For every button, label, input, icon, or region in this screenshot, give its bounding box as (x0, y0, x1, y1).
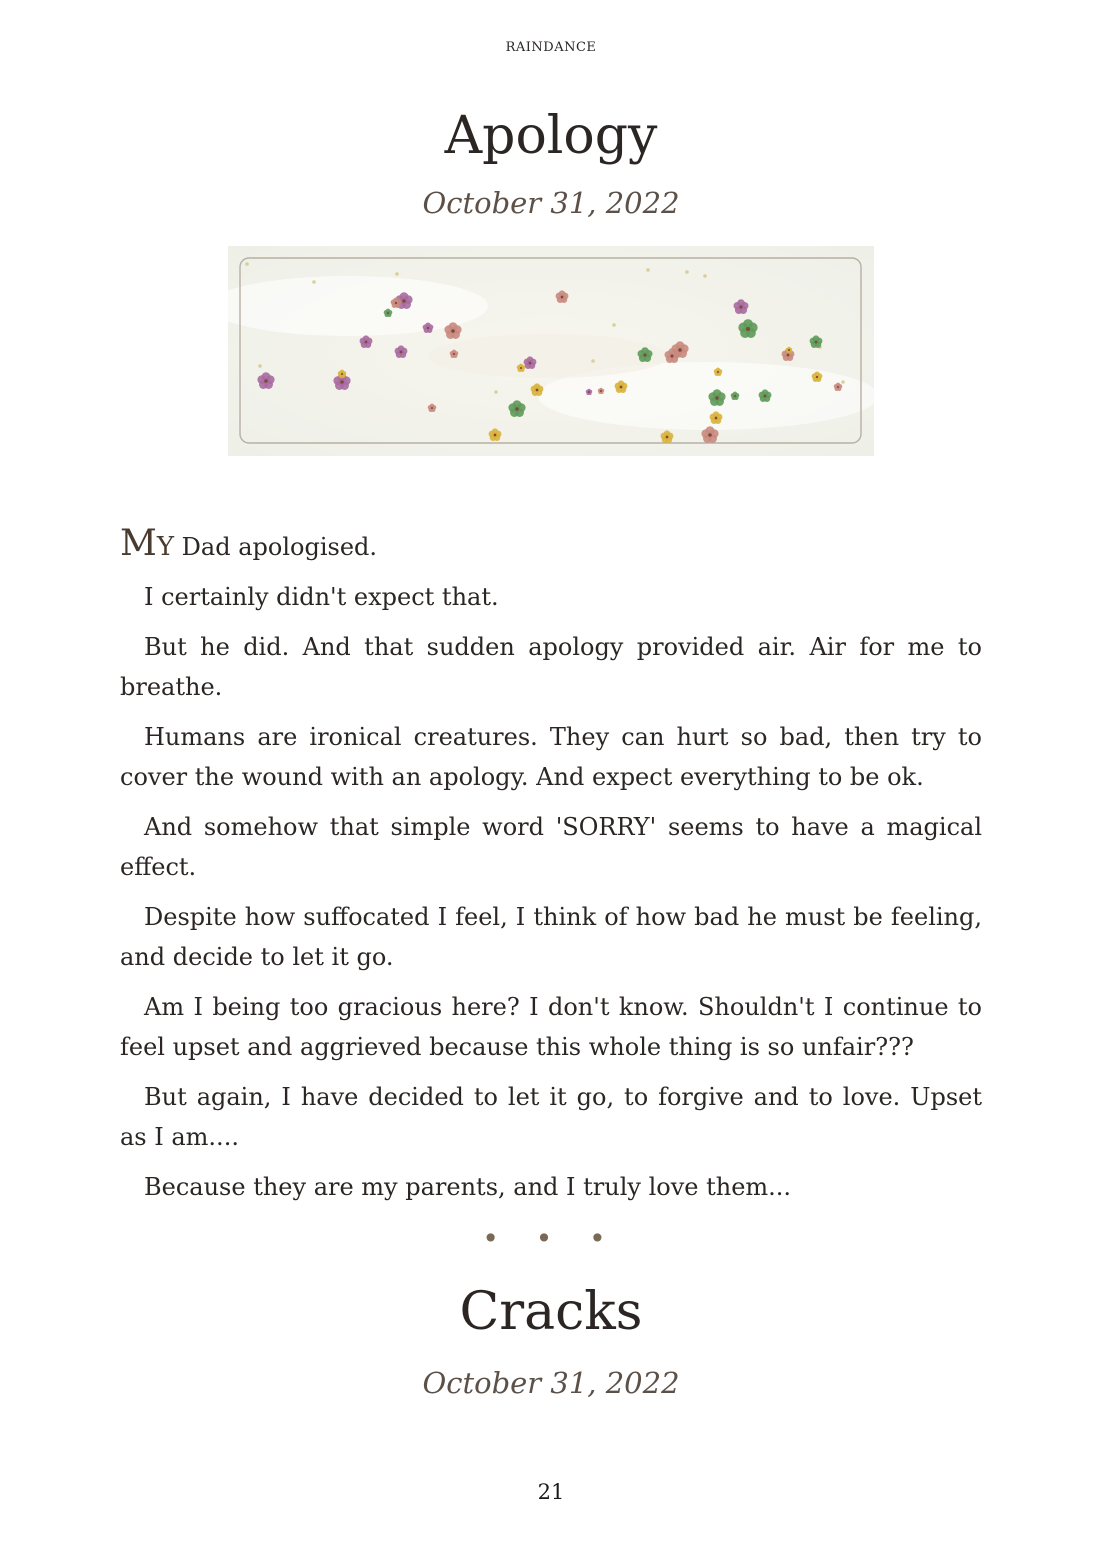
speck-dot (312, 280, 316, 284)
paragraph: Despite how suffocated I feel, I think of how bad he must be feeling, and decide to let it go. (120, 903, 982, 971)
speck-dot (245, 262, 249, 266)
page-number: 21 (537, 1480, 565, 1504)
paragraph: Humans are ironical creatures. They can hurt so bad, then try to cover the wound with an apology. And expect everything to be ok. (120, 723, 982, 791)
paragraph: But he did. And that sudden apology provided air. Air for me to breathe. (120, 633, 982, 701)
speck-dot (612, 323, 616, 327)
flower-banner-illustration (228, 246, 874, 456)
chapter-body (120, 524, 982, 1217)
speck-dot (841, 380, 845, 384)
paragraph: And somehow that simple word 'SORRY' seems to have a magical effect. (120, 813, 982, 881)
paragraph: Am I being too gracious here? I don't know. Shouldn't I continue to feel upset and aggrieved because this whole thing is so unfair??? (120, 993, 982, 1061)
speck-dot (646, 268, 650, 272)
speck-dot (395, 272, 399, 276)
next-chapter-date: October 31, 2022 (422, 1366, 680, 1400)
chapter-title: Apology (444, 106, 658, 166)
opening-paragraph (120, 524, 982, 567)
paragraph: I certainly didn't expect that. (144, 583, 499, 611)
speck-dot (703, 274, 707, 278)
speck-dot (591, 359, 595, 363)
speck-dot (685, 270, 689, 274)
paragraph: But again, I have decided to let it go, to forgive and to love. Upset as I am.... (120, 1083, 982, 1151)
drop-cap-smallcaps: Y (156, 532, 175, 562)
drop-cap: M (120, 523, 157, 564)
next-chapter-title: Cracks (459, 1282, 643, 1342)
running-head: RAINDANCE (505, 40, 597, 55)
chapter-date: October 31, 2022 (422, 186, 680, 220)
opening-line: Dad apologised. (174, 533, 378, 561)
section-separator: • • • (482, 1222, 620, 1255)
paragraph: Because they are my parents, and I truly love them... (144, 1173, 792, 1201)
speck-dot (258, 364, 262, 368)
speck-dot (494, 390, 498, 394)
